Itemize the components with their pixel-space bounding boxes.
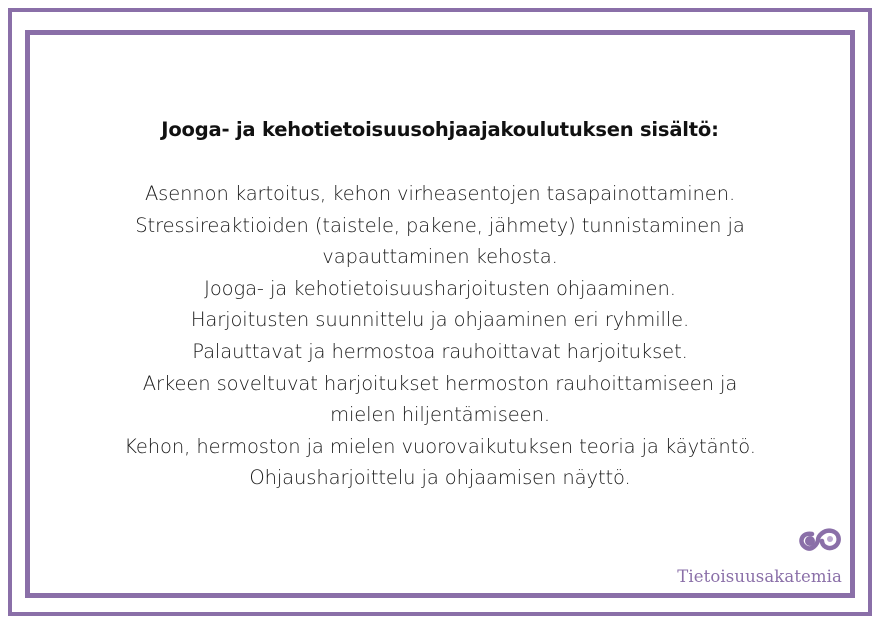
- content-list: [30, 178, 850, 494]
- list-item: vapauttaminen kehosta.: [322, 245, 558, 269]
- page-title: Jooga- ja kehotietoisuusohjaajakoulutuksen sisältö:: [161, 118, 719, 141]
- list-item: Kehon, hermoston ja mielen vuorovaikutuksen teoria ja käytäntö.: [124, 434, 756, 458]
- infinity-swirl-icon: [796, 526, 844, 554]
- list-item: Arkeen soveltuvat harjoitukset hermoston rauhoittamiseen ja: [142, 371, 738, 395]
- list-item: mielen hiljentämiseen.: [330, 403, 550, 427]
- list-item: Ohjausharjoittelu ja ohjaamisen näyttö.: [249, 466, 631, 490]
- list-item: Asennon kartoitus, kehon virheasentojen tasapainottaminen.: [144, 182, 736, 205]
- list-item: Stressireaktioiden (taistele, pakene, jähmety) tunnistaminen ja: [135, 213, 745, 237]
- logo-text: Tietoisuusakatemia: [677, 567, 842, 586]
- list-item: Jooga- ja kehotietoisuusharjoitusten ohjaaminen.: [204, 276, 676, 300]
- list-item: Palauttavat ja hermostoa rauhoittavat harjoitukset.: [192, 339, 688, 363]
- list-item: Harjoitusten suunnittelu ja ohjaaminen eri ryhmille.: [190, 308, 690, 332]
- logo: [664, 526, 844, 586]
